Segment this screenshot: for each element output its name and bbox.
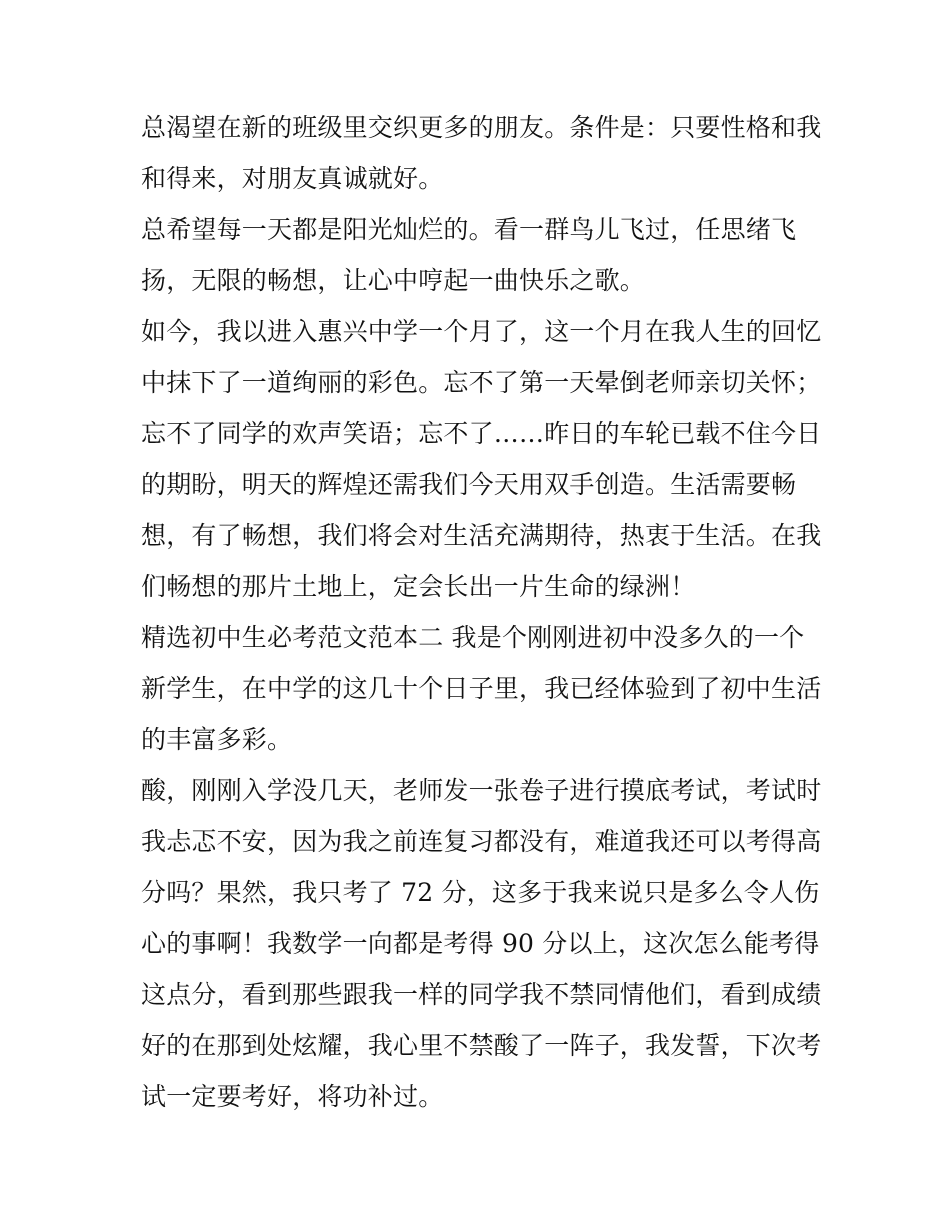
text-line: 们畅想的那片土地上，定会长出一片生命的绿洲！ (141, 572, 696, 601)
text-line: 分吗？果然，我只考了 72 分，这多于我来说只是多么令人伤 (141, 878, 820, 907)
text-line: 忘不了同学的欢声笑语；忘不了……昨日的车轮已载不住今日 (141, 419, 822, 448)
text-line: 精选初中生必考范文范本二 我是个刚刚进初中没多久的一个 (141, 623, 805, 652)
text-line: 酸，刚刚入学没几天，老师发一张卷子进行摸底考试，考试时 (141, 776, 822, 805)
text-line: 好的在那到处炫耀，我心里不禁酸了一阵子，我发誓，下次考 (141, 1031, 822, 1060)
text-line: 扬，无限的畅想，让心中哼起一曲快乐之歌。 (141, 266, 646, 295)
text-line: 的丰富多彩。 (141, 725, 293, 754)
text-line: 新学生，在中学的这几十个日子里，我已经体验到了初中生活 (141, 674, 822, 703)
text-line: 总渴望在新的班级里交织更多的朋友。条件是：只要性格和我 (141, 113, 822, 142)
text-line: 总希望每一天都是阳光灿烂的。看一群鸟儿飞过，任思绪飞 (141, 215, 797, 244)
text-line: 我忐忑不安，因为我之前连复习都没有，难道我还可以考得高 (141, 827, 822, 856)
text-line: 试一定要考好，将功补过。 (141, 1082, 444, 1111)
text-line: 和得来，对朋友真诚就好。 (141, 164, 444, 193)
text-line: 如今，我以进入惠兴中学一个月了，这一个月在我人生的回忆 (141, 317, 822, 346)
text-line: 这点分，看到那些跟我一样的同学我不禁同情他们，看到成绩 (141, 980, 822, 1009)
text-line: 想，有了畅想，我们将会对生活充满期待，热衷于生活。在我 (141, 521, 822, 550)
document-body (141, 102, 822, 1122)
text-line: 心的事啊！我数学一向都是考得 90 分以上，这次怎么能考得 (141, 929, 820, 958)
text-line: 中抹下了一道绚丽的彩色。忘不了第一天晕倒老师亲切关怀； (141, 368, 822, 397)
text-line: 的期盼，明天的辉煌还需我们今天用双手创造。生活需要畅 (141, 470, 797, 499)
